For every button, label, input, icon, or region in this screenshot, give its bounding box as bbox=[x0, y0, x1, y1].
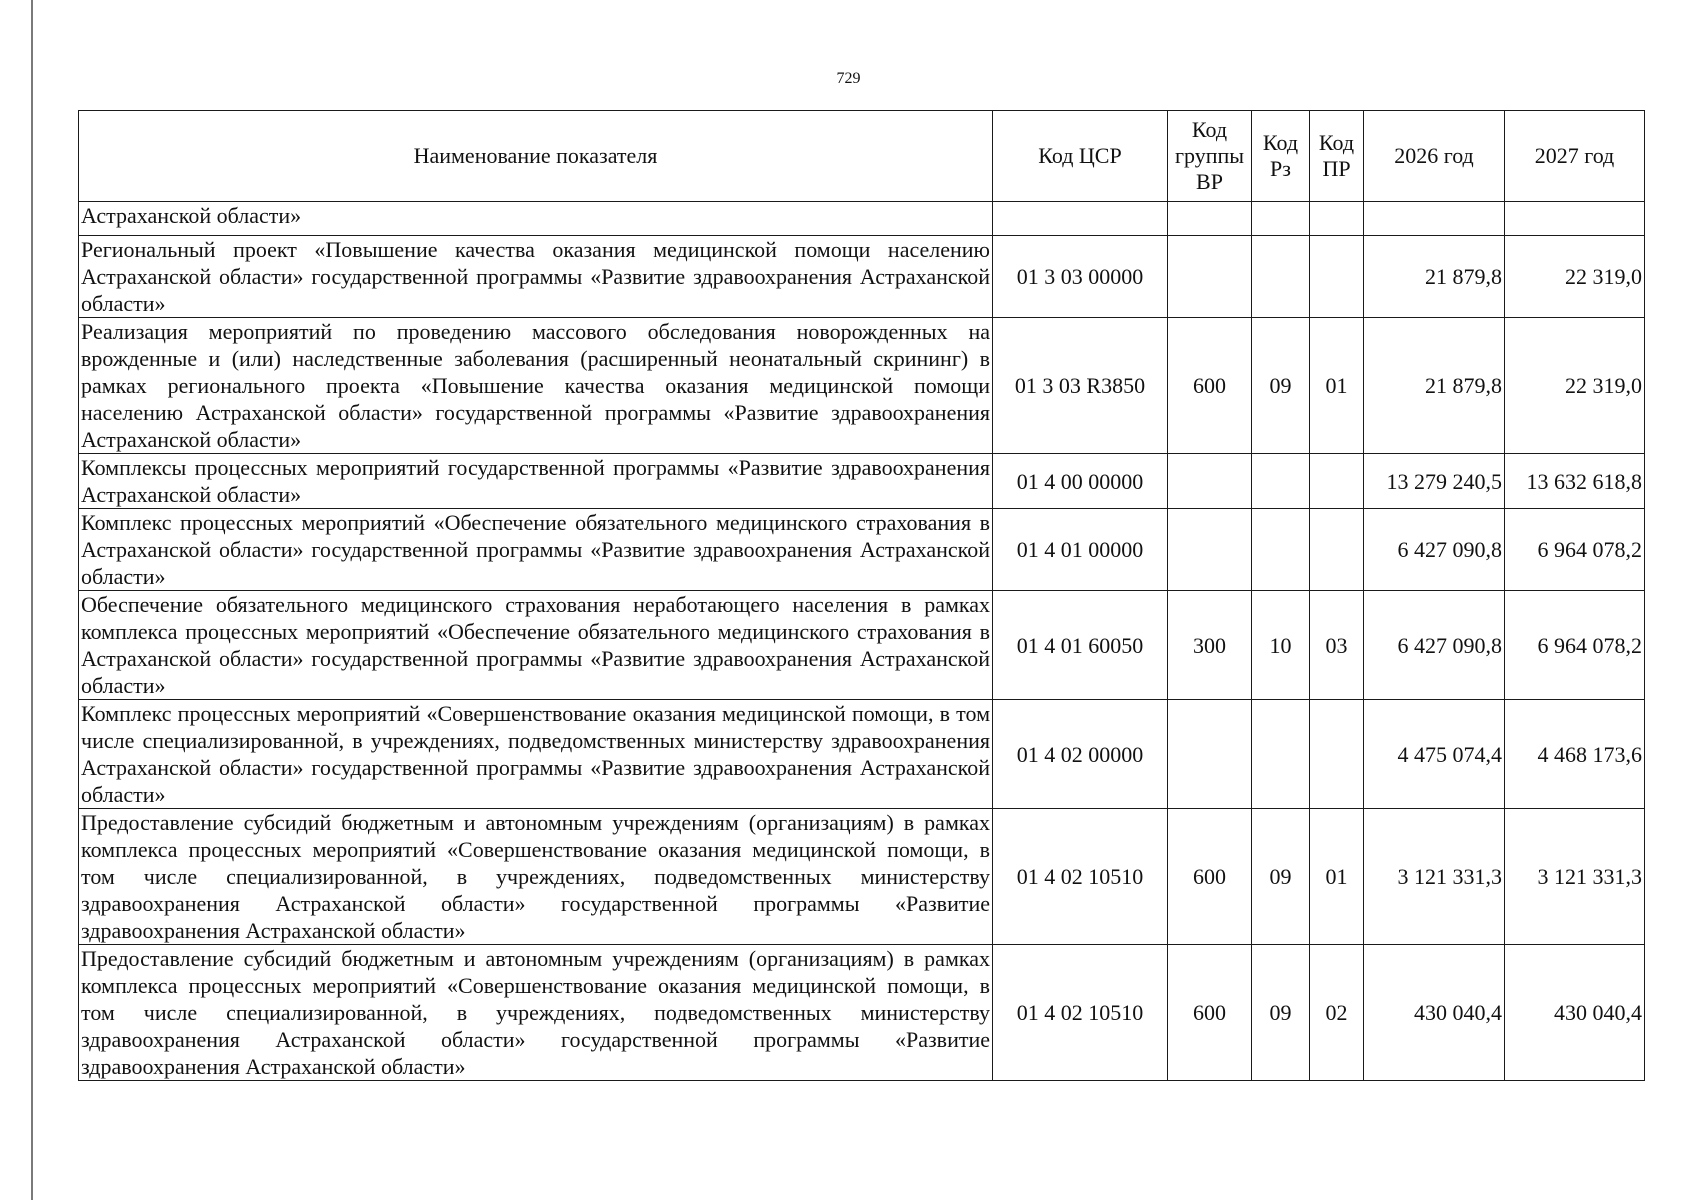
row-pr-code bbox=[1310, 700, 1364, 809]
row-pr-code: 01 bbox=[1310, 318, 1364, 454]
scan-edge-line bbox=[31, 0, 33, 1200]
row-value-2027: 6 964 078,2 bbox=[1505, 509, 1645, 591]
row-value-2026 bbox=[1364, 202, 1505, 236]
row-value-2027: 3 121 331,3 bbox=[1505, 809, 1645, 945]
table-row bbox=[79, 318, 1645, 454]
row-name: Обеспечение обязательного медицинского страхования неработающего населения в рамках комплекса процессных мероприятий «Обеспечение обязательного медицинского страхования в Астраханской области» государственной программы «Развитие здравоохранения Астраханской области» bbox=[79, 591, 993, 700]
row-rz-code bbox=[1252, 509, 1310, 591]
table-row bbox=[79, 202, 1645, 236]
row-rz-code: 10 bbox=[1252, 591, 1310, 700]
row-name: Комплексы процессных мероприятий государственной программы «Развитие здравоохранения Астраханской области» bbox=[79, 454, 993, 509]
row-name: Реализация мероприятий по проведению массового обследования новорожденных на врожденные и (или) наследственные заболевания (расширенный неонатальный скрининг) в рамках регионального проекта «Повышение качества оказания медицинской помощи населению Астраханской области» государственной программы «Развитие здравоохранения Астраханской области» bbox=[79, 318, 993, 454]
row-vr-code bbox=[1168, 509, 1252, 591]
row-pr-code bbox=[1310, 454, 1364, 509]
row-name: Комплекс процессных мероприятий «Обеспечение обязательного медицинского страхования в Астраханской области» государственной программы «Развитие здравоохранения Астраханской области» bbox=[79, 509, 993, 591]
table-row bbox=[79, 700, 1645, 809]
row-name: Комплекс процессных мероприятий «Совершенствование оказания медицинской помощи, в том числе специализированной, в учреждениях, подведомственных министерству здравоохранения Астраханской области» государственной программы «Развитие здравоохранения Астраханской области» bbox=[79, 700, 993, 809]
table-row bbox=[79, 454, 1645, 509]
row-vr-code: 600 bbox=[1168, 809, 1252, 945]
row-value-2027: 4 468 173,6 bbox=[1505, 700, 1645, 809]
row-rz-code: 09 bbox=[1252, 809, 1310, 945]
row-csr-code: 01 3 03 00000 bbox=[993, 236, 1168, 318]
table-row bbox=[79, 591, 1645, 700]
row-value-2027: 430 040,4 bbox=[1505, 945, 1645, 1081]
row-value-2026: 6 427 090,8 bbox=[1364, 591, 1505, 700]
header-year-2027: 2027 год bbox=[1505, 111, 1645, 202]
table-row bbox=[79, 236, 1645, 318]
table-header-row bbox=[79, 111, 1645, 202]
row-csr-code bbox=[993, 202, 1168, 236]
row-name: Предоставление субсидий бюджетным и автономным учреждениям (организациям) в рамках комплекса процессных мероприятий «Совершенствование оказания медицинской помощи, в том числе специализированной, в учреждениях, подведомственных министерству здравоохранения Астраханской области» государственной программы «Развитие здравоохранения Астраханской области» bbox=[79, 945, 993, 1081]
row-value-2026: 4 475 074,4 bbox=[1364, 700, 1505, 809]
row-rz-code: 09 bbox=[1252, 318, 1310, 454]
table-row bbox=[79, 945, 1645, 1081]
row-pr-code bbox=[1310, 202, 1364, 236]
row-csr-code: 01 4 00 00000 bbox=[993, 454, 1168, 509]
header-csr-code: Код ЦСР bbox=[993, 111, 1168, 202]
row-value-2026: 430 040,4 bbox=[1364, 945, 1505, 1081]
row-value-2026: 21 879,8 bbox=[1364, 236, 1505, 318]
row-csr-code: 01 4 01 60050 bbox=[993, 591, 1168, 700]
row-name: Астраханской области» bbox=[79, 202, 993, 236]
row-value-2027: 13 632 618,8 bbox=[1505, 454, 1645, 509]
row-rz-code bbox=[1252, 700, 1310, 809]
table-row bbox=[79, 509, 1645, 591]
row-pr-code bbox=[1310, 509, 1364, 591]
row-value-2027: 6 964 078,2 bbox=[1505, 591, 1645, 700]
row-value-2027: 22 319,0 bbox=[1505, 318, 1645, 454]
row-vr-code bbox=[1168, 454, 1252, 509]
row-rz-code: 09 bbox=[1252, 945, 1310, 1081]
header-vr-code: Код группы ВР bbox=[1168, 111, 1252, 202]
row-csr-code: 01 4 01 00000 bbox=[993, 509, 1168, 591]
row-pr-code bbox=[1310, 236, 1364, 318]
row-pr-code: 01 bbox=[1310, 809, 1364, 945]
header-name: Наименование показателя bbox=[79, 111, 993, 202]
row-vr-code: 600 bbox=[1168, 318, 1252, 454]
row-vr-code: 600 bbox=[1168, 945, 1252, 1081]
row-rz-code bbox=[1252, 454, 1310, 509]
row-csr-code: 01 4 02 10510 bbox=[993, 945, 1168, 1081]
row-csr-code: 01 4 02 10510 bbox=[993, 809, 1168, 945]
row-vr-code: 300 bbox=[1168, 591, 1252, 700]
row-name: Предоставление субсидий бюджетным и автономным учреждениям (организациям) в рамках комплекса процессных мероприятий «Совершенствование оказания медицинской помощи, в том числе специализированной, в учреждениях, подведомственных министерству здравоохранения Астраханской области» государственной программы «Развитие здравоохранения Астраханской области» bbox=[79, 809, 993, 945]
row-value-2026: 3 121 331,3 bbox=[1364, 809, 1505, 945]
row-vr-code bbox=[1168, 700, 1252, 809]
row-value-2026: 13 279 240,5 bbox=[1364, 454, 1505, 509]
row-csr-code: 01 4 02 00000 bbox=[993, 700, 1168, 809]
table-row bbox=[79, 809, 1645, 945]
row-vr-code bbox=[1168, 236, 1252, 318]
page-number: 729 bbox=[836, 70, 861, 87]
row-name: Региональный проект «Повышение качества оказания медицинской помощи населению Астраханской области» государственной программы «Развитие здравоохранения Астраханской области» bbox=[79, 236, 993, 318]
row-csr-code: 01 3 03 R3850 bbox=[993, 318, 1168, 454]
row-vr-code bbox=[1168, 202, 1252, 236]
budget-table bbox=[78, 110, 1645, 1081]
row-rz-code bbox=[1252, 202, 1310, 236]
row-value-2026: 6 427 090,8 bbox=[1364, 509, 1505, 591]
header-rz-code: Код Рз bbox=[1252, 111, 1310, 202]
header-year-2026: 2026 год bbox=[1364, 111, 1505, 202]
header-pr-code: Код ПР bbox=[1310, 111, 1364, 202]
row-value-2026: 21 879,8 bbox=[1364, 318, 1505, 454]
row-rz-code bbox=[1252, 236, 1310, 318]
row-value-2027: 22 319,0 bbox=[1505, 236, 1645, 318]
row-pr-code: 03 bbox=[1310, 591, 1364, 700]
row-pr-code: 02 bbox=[1310, 945, 1364, 1081]
row-value-2027 bbox=[1505, 202, 1645, 236]
